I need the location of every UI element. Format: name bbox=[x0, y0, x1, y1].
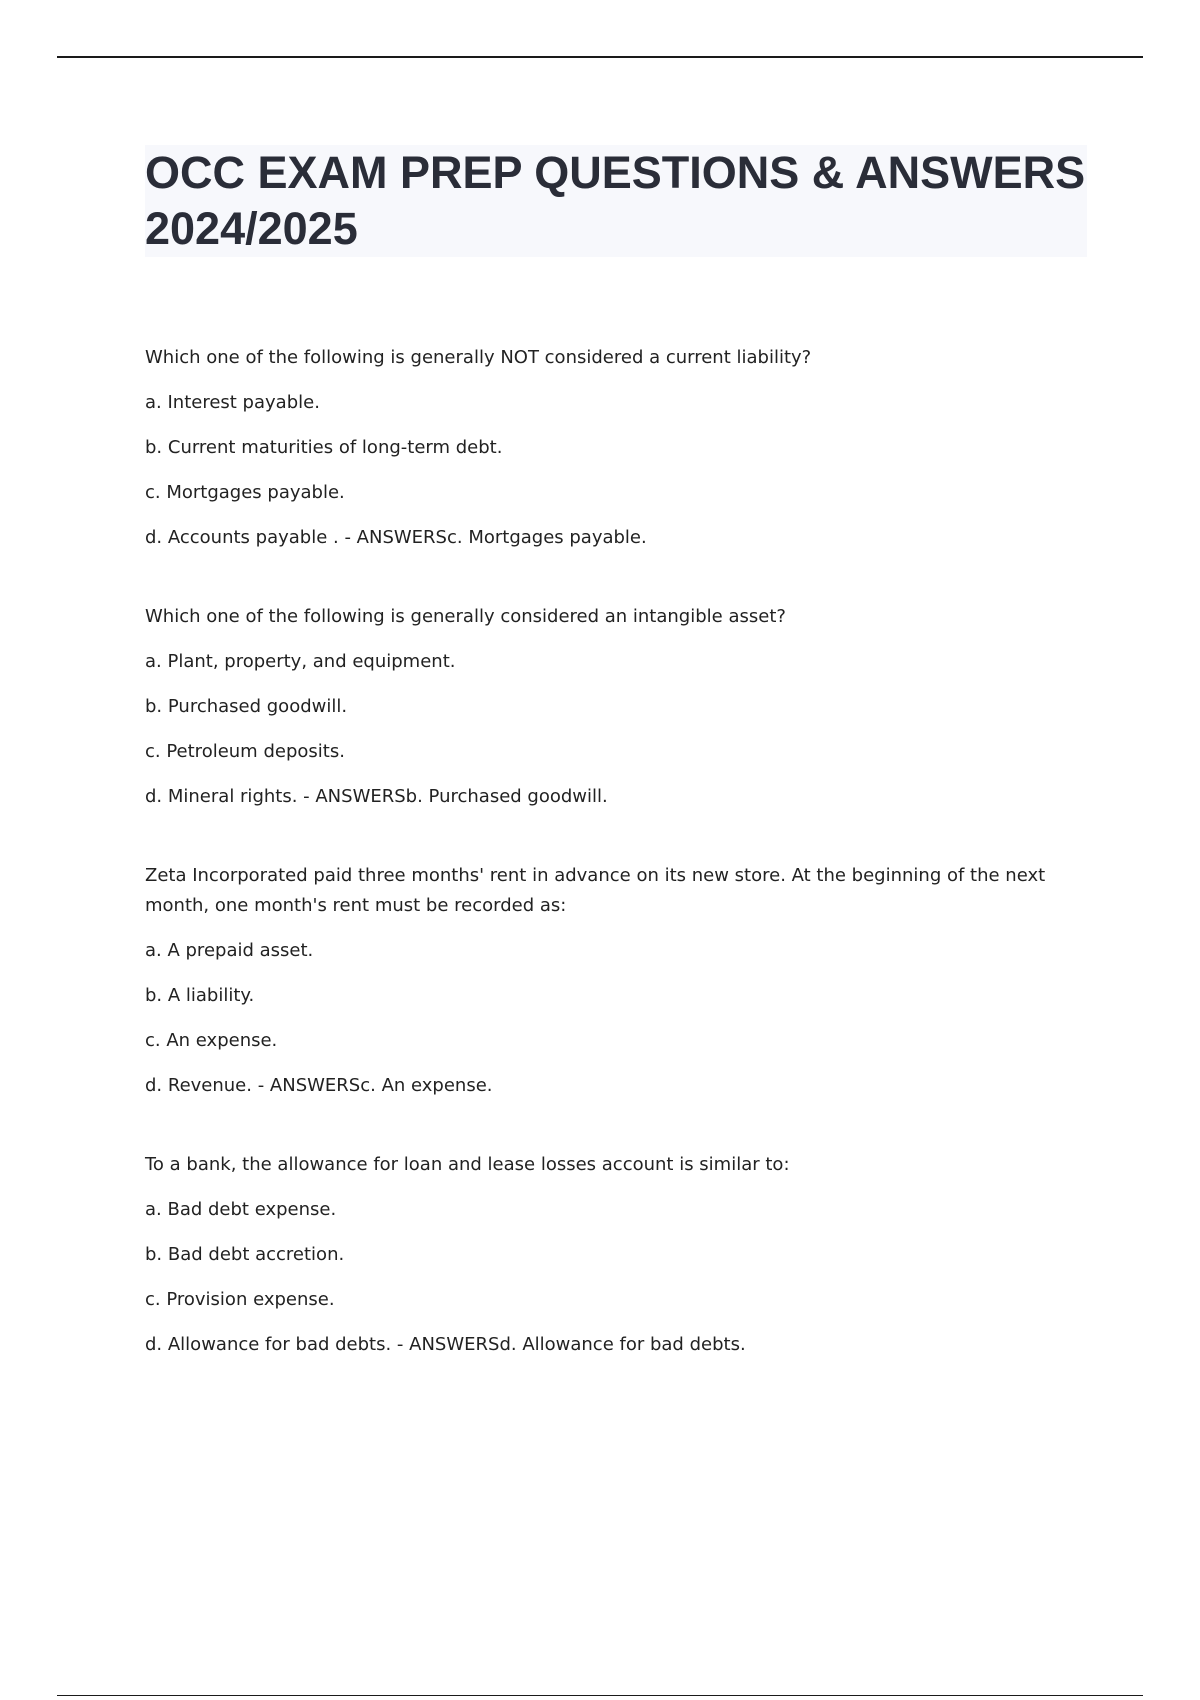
option-a: a. Bad debt expense. bbox=[145, 1199, 337, 1220]
question-list bbox=[145, 343, 1065, 1409]
option-c: c. An expense. bbox=[145, 1030, 278, 1051]
question-block-3 bbox=[145, 861, 1065, 1101]
option-c: c. Provision expense. bbox=[145, 1289, 335, 1310]
title-block bbox=[145, 145, 1087, 257]
option-b: b. Current maturities of long-term debt. bbox=[145, 437, 503, 458]
option-d-with-answer: d. Mineral rights. - ANSWERSb. Purchased goodwill. bbox=[145, 786, 608, 807]
question-block-2 bbox=[145, 602, 1065, 812]
option-d-with-answer: d. Accounts payable . - ANSWERSc. Mortgages payable. bbox=[145, 527, 647, 548]
document-title: OCC EXAM PREP QUESTIONS & ANSWERS 2024/2025 bbox=[145, 147, 1086, 254]
option-c: c. Petroleum deposits. bbox=[145, 741, 345, 762]
option-b: b. A liability. bbox=[145, 985, 255, 1006]
question-block-1 bbox=[145, 343, 1065, 553]
question-text: Zeta Incorporated paid three months' rent in advance on its new store. At the beginning of the next month, one month's rent must be recorded as: bbox=[145, 865, 1046, 916]
option-a: a. Interest payable. bbox=[145, 392, 320, 413]
option-a: a. Plant, property, and equipment. bbox=[145, 651, 456, 672]
option-d-with-answer: d. Allowance for bad debts. - ANSWERSd. Allowance for bad debts. bbox=[145, 1334, 746, 1355]
question-text: To a bank, the allowance for loan and lease losses account is similar to: bbox=[145, 1154, 790, 1175]
top-rule bbox=[57, 56, 1143, 58]
option-d-with-answer: d. Revenue. - ANSWERSc. An expense. bbox=[145, 1075, 493, 1096]
option-b: b. Purchased goodwill. bbox=[145, 696, 348, 717]
option-b: b. Bad debt accretion. bbox=[145, 1244, 345, 1265]
question-block-4 bbox=[145, 1150, 1065, 1360]
option-c: c. Mortgages payable. bbox=[145, 482, 345, 503]
option-a: a. A prepaid asset. bbox=[145, 940, 314, 961]
question-text: Which one of the following is generally considered an intangible asset? bbox=[145, 606, 786, 627]
bottom-rule bbox=[57, 1695, 1143, 1696]
question-text: Which one of the following is generally NOT considered a current liability? bbox=[145, 347, 812, 368]
